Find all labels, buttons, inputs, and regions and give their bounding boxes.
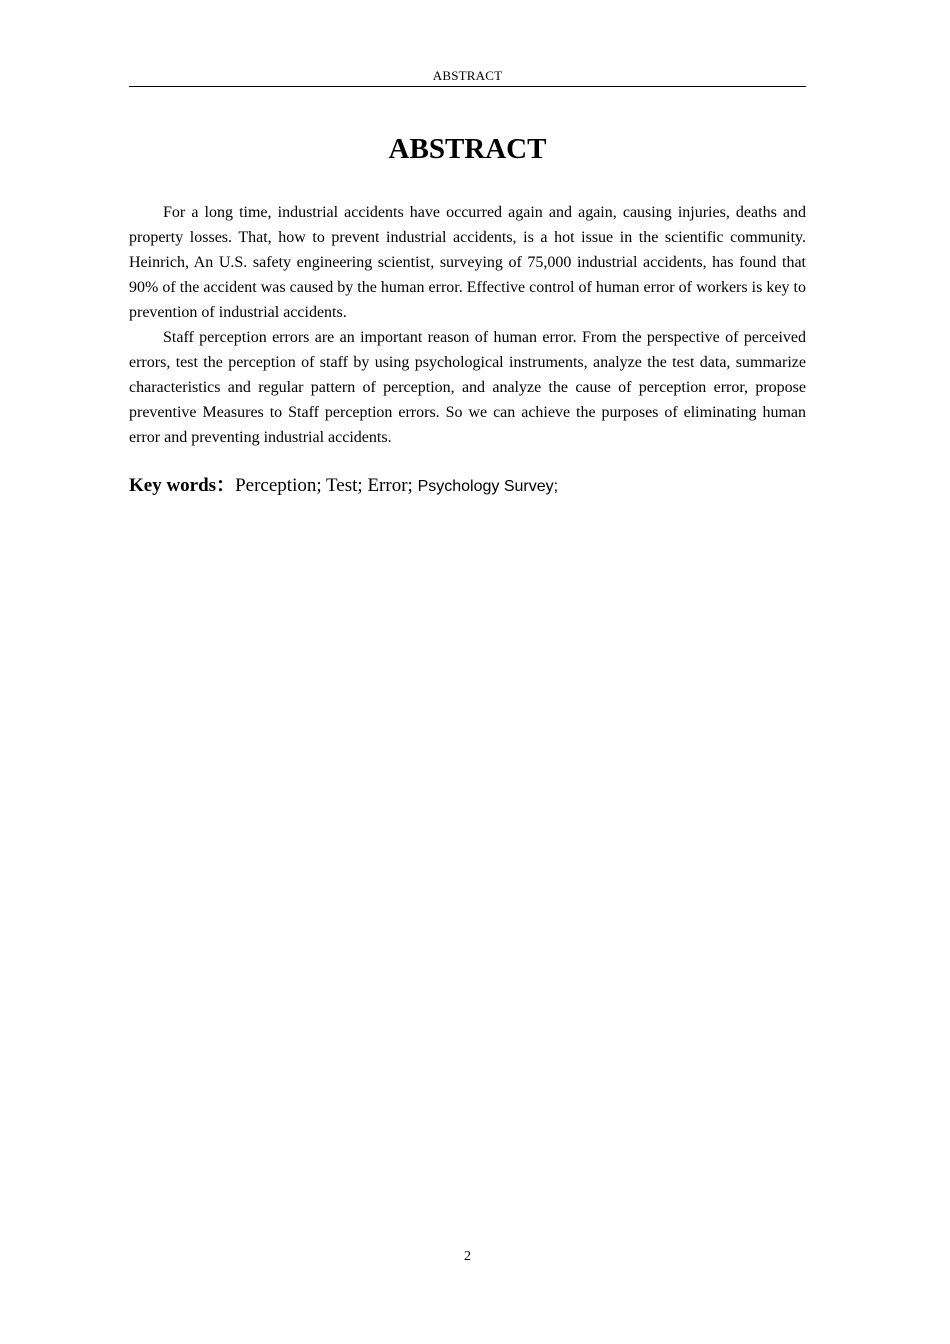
keywords-separator: ： (216, 475, 236, 496)
abstract-body (129, 200, 806, 450)
keywords-terms-extra: Psychology Survey; (417, 478, 559, 495)
keywords-terms: Perception; Test; Error; (235, 475, 413, 496)
page-number: 2 (464, 1249, 471, 1264)
running-header: ABSTRACT (432, 68, 503, 83)
header-rule (129, 86, 806, 87)
abstract-paragraph-2: Staff perception errors are an important reason of human error. From the perspective of perceived errors, test the perception of staff by using psychological instruments, analyze the test data, summarize characteristics and regular pattern of perception, and analyze the cause of perception error, propose preventive Measures to Staff perception errors. So we can achieve the purposes of eliminating human error and preventing industrial accidents. (129, 329, 806, 446)
page-title: ABSTRACT (388, 133, 547, 165)
keywords-line (129, 473, 806, 500)
keywords-label: Key words (129, 475, 217, 496)
abstract-paragraph-1: For a long time, industrial accidents have occurred again and again, causing injuries, deaths and property losses. That, how to prevent industrial accidents, is a hot issue in the scientific community. Heinrich, An U.S. safety engineering scientist, surveying of 75,000 industrial accidents, has found that 90% of the accident was caused by the human error. Effective control of human error of workers is key to prevention of industrial accidents. (129, 204, 806, 321)
